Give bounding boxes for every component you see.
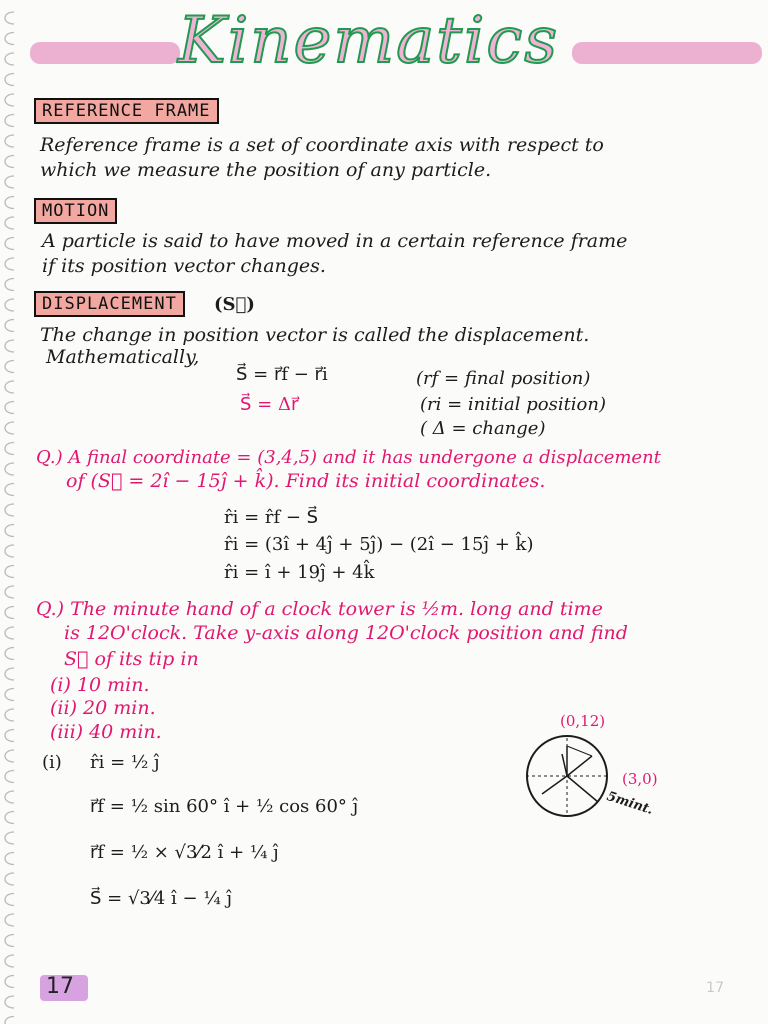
q2-line2: is 12O'clock. Take y-axis along 12O'clock position and find — [64, 622, 628, 644]
spiral-ring — [5, 935, 14, 947]
page-number: 17 — [46, 974, 74, 999]
faint-page-number: 17 — [706, 980, 724, 996]
spiral-ring — [5, 832, 14, 844]
spiral-ring — [5, 525, 14, 537]
q2-part-1: (i) 10 min. — [50, 674, 150, 696]
spiral-ring — [5, 340, 14, 352]
spiral-ring — [5, 53, 14, 65]
displacement-line1: The change in position vector is called the displacement. — [40, 324, 590, 346]
spiral-ring — [5, 484, 14, 496]
solution-step3: r⃗f = ½ × √3⁄2 î + ¼ ĵ — [90, 842, 279, 863]
spiral-ring — [5, 135, 14, 147]
solution-step1: r̂i = ½ ĵ — [90, 752, 160, 773]
spiral-ring — [5, 668, 14, 680]
spiral-ring — [5, 894, 14, 906]
clock-top-label: (0,12) — [560, 712, 606, 730]
spiral-ring — [5, 320, 14, 332]
displacement-symbol: (S⃗) — [214, 294, 255, 315]
spiral-ring — [5, 463, 14, 475]
clock-hand-10 — [567, 756, 592, 776]
spiral-ring — [5, 545, 14, 557]
spiral-ring — [5, 627, 14, 639]
q1-line2: of (S⃗ = 2î − 15ĵ + k̂). Find its initial coordinates. — [66, 470, 546, 492]
spiral-ring — [5, 258, 14, 270]
q2-line1: Q.) The minute hand of a clock tower is ½m. long and time — [36, 598, 603, 620]
spiral-ring — [5, 402, 14, 414]
spiral-ring — [5, 750, 14, 762]
spiral-ring — [5, 156, 14, 168]
motion-line1: A particle is said to have moved in a certain reference frame — [42, 230, 628, 252]
spiral-ring — [5, 689, 14, 701]
clock-diagram — [520, 732, 620, 824]
spiral-ring — [5, 176, 14, 188]
clock-minute-label: 5mint. — [604, 788, 655, 819]
reference-frame-line1: Reference frame is a set of coordinate axis with respect to — [40, 134, 604, 156]
q1-line1: Q.) A final coordinate = (3,4,5) and it has undergone a displacement — [36, 447, 661, 468]
spiral-ring — [5, 504, 14, 516]
legend-delta-change: ( Δ = change) — [420, 418, 546, 439]
spiral-ring — [5, 33, 14, 45]
spiral-ring — [5, 1017, 14, 1024]
spiral-ring — [5, 238, 14, 250]
spiral-ring — [5, 586, 14, 598]
motion-line2: if its position vector changes. — [42, 255, 326, 277]
displacement-eq2: S⃗ = Δr⃗ — [240, 394, 299, 415]
q2-part-3: (iii) 40 min. — [50, 721, 162, 743]
clock-hand-40 — [542, 776, 567, 794]
spiral-ring — [5, 566, 14, 578]
spiral-ring — [5, 730, 14, 742]
heading-motion: MOTION — [34, 198, 117, 224]
spiral-ring — [5, 771, 14, 783]
spiral-ring — [5, 709, 14, 721]
spiral-ring — [5, 853, 14, 865]
spiral-ring — [5, 422, 14, 434]
heading-displacement: DISPLACEMENT — [34, 291, 185, 317]
displacement-line2: Mathematically, — [46, 346, 200, 368]
q2-part-2: (ii) 20 min. — [50, 697, 156, 719]
spiral-ring — [5, 74, 14, 86]
q1-step1: r̂i = r̂f − S⃗ — [224, 507, 319, 528]
spiral-ring — [5, 361, 14, 373]
clock-right-label: (3,0) — [622, 770, 658, 788]
q1-step2: r̂i = (3î + 4ĵ + 5ĵ) − (2î − 15ĵ + k̂) — [224, 534, 534, 555]
spiral-ring — [5, 197, 14, 209]
spiral-ring — [5, 607, 14, 619]
spiral-ring — [5, 914, 14, 926]
spiral-ring — [5, 115, 14, 127]
clock-hand-20 — [567, 776, 598, 802]
legend-initial-position: (ri = initial position) — [420, 394, 607, 415]
solution-step2: r⃗f = ½ sin 60° î + ½ cos 60° ĵ — [90, 796, 359, 817]
spiral-ring — [5, 279, 14, 291]
spiral-ring — [5, 955, 14, 967]
spiral-ring — [5, 648, 14, 660]
notebook-spiral — [0, 0, 22, 1024]
title-highlight-left — [30, 42, 180, 64]
clock-displacement — [567, 746, 592, 756]
spiral-ring — [5, 873, 14, 885]
title-highlight-right — [572, 42, 762, 64]
heading-reference-frame: REFERENCE FRAME — [34, 98, 219, 124]
legend-final-position: (rf = final position) — [416, 368, 591, 389]
solution-label: (i) — [42, 752, 62, 773]
spiral-ring — [5, 812, 14, 824]
q1-step3: r̂i = î + 19ĵ + 4k̂ — [224, 562, 375, 583]
spiral-ring — [5, 976, 14, 988]
spiral-ring — [5, 381, 14, 393]
solution-step4: S⃗ = √3⁄4 î − ¼ ĵ — [90, 888, 233, 909]
spiral-ring — [5, 996, 14, 1008]
page-title: Kinematics — [178, 4, 560, 78]
spiral-ring — [5, 299, 14, 311]
displacement-eq1: S⃗ = r⃗f − r⃗i — [236, 364, 328, 385]
reference-frame-line2: which we measure the position of any particle. — [40, 159, 492, 181]
spiral-ring — [5, 791, 14, 803]
spiral-ring — [5, 217, 14, 229]
q2-line3: S⃗ of its tip in — [64, 648, 199, 670]
spiral-ring — [5, 443, 14, 455]
spiral-ring — [5, 94, 14, 106]
spiral-ring — [5, 12, 14, 24]
